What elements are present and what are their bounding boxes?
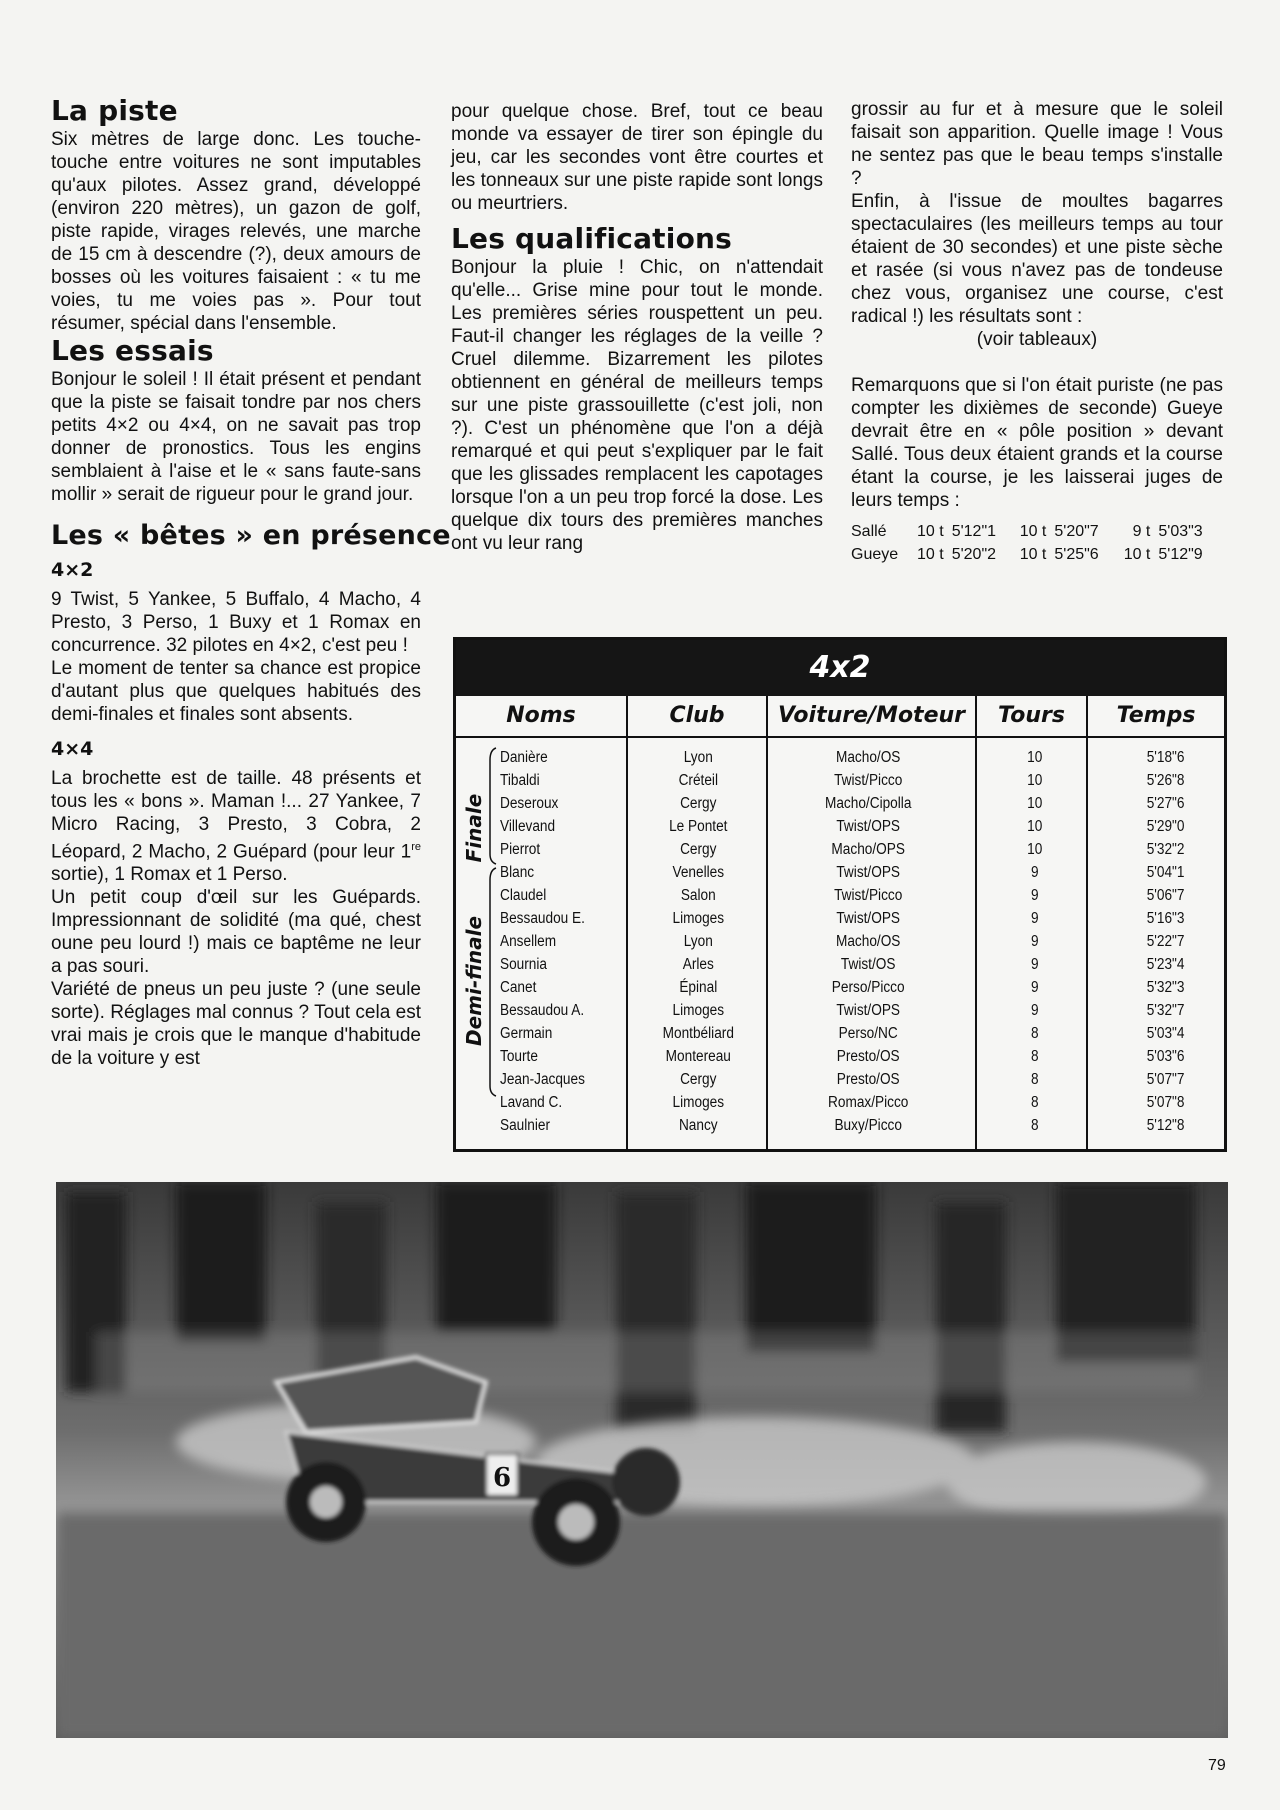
- table-cell-tours: 9: [1030, 979, 1039, 996]
- column-1: [51, 94, 451, 1070]
- table-cell-tours: 8: [1030, 1094, 1039, 1111]
- table-cell-voiture: Presto/OS: [836, 1048, 900, 1065]
- heading-4x4: 4×4: [51, 738, 94, 760]
- table-cell-temps: 5'22"7: [1146, 933, 1185, 950]
- heading-les-qualifications: Les qualifications: [451, 222, 733, 255]
- times-row-gueye: [847, 543, 1207, 566]
- table-cell-nom: Bessaudou E.: [500, 910, 585, 927]
- table-cell-temps: 5'16"3: [1146, 910, 1185, 927]
- table-cell-club: Limoges: [672, 1094, 725, 1111]
- rc-car-photo: [56, 1182, 1228, 1738]
- table-cell-temps: 5'07"7: [1146, 1071, 1185, 1088]
- table-cell-tours: 9: [1030, 956, 1039, 973]
- times-cell: 9 t: [1132, 523, 1151, 540]
- results-table-title: 4x2: [456, 640, 1224, 696]
- heading-les-betes: Les « bêtes » en présence: [51, 520, 451, 551]
- table-cell-nom: Blanc: [500, 864, 535, 881]
- table-cell-nom: Deseroux: [500, 795, 559, 812]
- table-cell-temps: 5'07"8: [1146, 1094, 1185, 1111]
- table-cell-nom: Germain: [500, 1025, 553, 1042]
- table-cell-nom: Tibaldi: [500, 772, 540, 789]
- column-divider: [1086, 736, 1088, 1149]
- table-cell-tours: 8: [1030, 1117, 1039, 1134]
- column-voiture: [778, 746, 958, 1137]
- table-cell-tours: 10: [1027, 795, 1043, 812]
- table-cell-nom: Ansellem: [500, 933, 557, 950]
- table-cell-temps: 5'12"8: [1146, 1117, 1185, 1134]
- table-cell-tours: 9: [1030, 1002, 1039, 1019]
- table-cell-club: Venelles: [672, 864, 725, 881]
- times-cell: 10 t: [1123, 546, 1151, 563]
- table-cell-temps: 5'32"2: [1146, 841, 1185, 858]
- paragraph-les-qualifications: Bonjour la pluie ! Chic, on n'attendait qu'elle... Grise mine pour tout le monde. Les premières séries rouspettent un peu. Faut-il changer les réglages de la veille ? Cruel dilemme. Bizarrement les pilotes obtiennent en général de meilleurs temps sur une piste grassouillette (c'est joli, non ?). C'est un phénomène que l'on a déjà remarqué et qui peut s'expliquer par le fait que les glissades remplacent les capotages lorsque l'on a un peu trop forcé la dose. Les quelque dix tours des premières manches ont vu leur rang: [451, 257, 823, 554]
- group-label-demi-finale: Demi-finale: [462, 915, 486, 1046]
- photo-illustration: [56, 1182, 1228, 1738]
- table-cell-club: Épinal: [679, 979, 718, 996]
- table-cell-voiture: Twist/OS: [840, 956, 896, 973]
- column-temps: [1104, 746, 1227, 1137]
- column-noms: [500, 746, 585, 1137]
- table-cell-club: Limoges: [672, 1002, 725, 1019]
- paragraph-4x2-a: 9 Twist, 5 Yankee, 5 Buffalo, 4 Macho, 4 Presto, 3 Perso, 1 Buxy et 1 Romax en concurrence. 32 pilotes en 4×2, c'est peu !: [51, 589, 421, 656]
- table-cell-club: Salon: [680, 887, 716, 904]
- table-cell-nom: Danière: [500, 749, 548, 766]
- paragraph-4x4-b: Un petit coup d'œil sur les Guépards. Impressionnant de solidité (ma qué, chest oune peu lourd !) mais ce baptême ne leur a pas souri.: [51, 887, 421, 978]
- times-cell: 10 t: [1019, 546, 1047, 563]
- paragraph-4x4-c: Variété de pneus un peu juste ? (une seule sorte). Réglages mal connus ? Tout cela est vrai mais je crois que le manque d'habitude de la voiture y est: [51, 979, 421, 1070]
- table-cell-voiture: Twist/OPS: [836, 910, 901, 927]
- table-cell-temps: 5'26"8: [1146, 772, 1185, 789]
- table-cell-tours: 10: [1027, 818, 1043, 835]
- table-cell-tours: 10: [1027, 841, 1043, 858]
- column-3: [851, 98, 1223, 566]
- table-cell-voiture: Perso/NC: [838, 1025, 898, 1042]
- column-tours: [989, 746, 1081, 1137]
- column-club: [638, 746, 759, 1137]
- table-cell-voiture: Macho/OPS: [831, 841, 905, 858]
- table-cell-club: Le Pontet: [669, 818, 728, 835]
- results-table-4x2: [453, 637, 1227, 1152]
- paragraph-4x4-a-end: sortie), 1 Romax et 1 Perso.: [51, 864, 288, 886]
- times-cell: Sallé: [851, 523, 887, 540]
- table-cell-temps: 5'29"0: [1146, 818, 1185, 835]
- table-cell-tours: 10: [1027, 749, 1043, 766]
- table-cell-nom: Claudel: [500, 887, 547, 904]
- table-cell-club: Cergy: [680, 795, 717, 812]
- table-cell-nom: Saulnier: [500, 1117, 551, 1134]
- results-table-header-row: [456, 696, 1224, 738]
- times-cell: 5'20"7: [1054, 523, 1099, 540]
- table-cell-nom: Pierrot: [500, 841, 541, 858]
- table-cell-club: Cergy: [680, 1071, 717, 1088]
- table-cell-nom: Sournia: [500, 956, 548, 973]
- table-cell-tours: 8: [1030, 1025, 1039, 1042]
- table-cell-tours: 9: [1030, 887, 1039, 904]
- table-cell-temps: 5'03"4: [1146, 1025, 1185, 1042]
- table-cell-temps: 5'32"3: [1146, 979, 1185, 996]
- paragraph-les-essais: Bonjour le soleil ! Il était présent et pendant que la piste se faisait tondre par nos chers petits 4×2 ou 4×4, on ne savait pas trop donner de pronostics. Tous les engins semblaient à l'aise et le « sans faute-sans mollir » serait de rigueur pour le grand jour.: [51, 369, 421, 505]
- table-cell-voiture: Buxy/Picco: [834, 1117, 902, 1134]
- table-cell-nom: Jean-Jacques: [500, 1071, 585, 1088]
- times-cell: 5'20"2: [951, 546, 997, 563]
- table-cell-voiture: Perso/Picco: [831, 979, 905, 996]
- heading-les-essais: Les essais: [51, 334, 214, 367]
- table-cell-voiture: Macho/OS: [835, 749, 901, 766]
- table-cell-nom: Lavand C.: [500, 1094, 563, 1111]
- table-cell-voiture: Twist/Picco: [834, 887, 903, 904]
- paragraph-4x4-a: [51, 767, 421, 886]
- times-cell: 5'12"1: [951, 523, 997, 540]
- table-cell-club: Arles: [682, 956, 714, 973]
- table-cell-club: Créteil: [678, 772, 718, 789]
- table-cell-tours: 9: [1030, 933, 1039, 950]
- header-temps: Temps: [1116, 703, 1196, 728]
- table-cell-tours: 9: [1030, 864, 1039, 881]
- table-cell-tours: 8: [1030, 1071, 1039, 1088]
- table-cell-club: Nancy: [678, 1117, 718, 1134]
- table-cell-tours: 10: [1027, 772, 1043, 789]
- times-comparison-table: [847, 520, 1223, 566]
- paragraph-enfin: Enfin, à l'issue de moultes bagarres spectaculaires (les meilleurs temps au tour étaient de 30 secondes) et une piste sèche et rasée (si vous n'avez pas de tondeuse chez vous, organisez une course, c'est radical !) les résultats sont :: [851, 191, 1223, 327]
- table-cell-club: Cergy: [680, 841, 717, 858]
- heading-la-piste: La piste: [51, 94, 178, 127]
- times-cell: 5'25"6: [1054, 546, 1099, 563]
- table-cell-nom: Canet: [500, 979, 537, 996]
- paragraph-remarquons: Remarquons que si l'on était puriste (ne pas compter les dixièmes de seconde) Gueye devrait être en « pôle position » devant Sallé. Tous deux étaient grands et la course étant la course, je les laisserai juges de leurs temps :: [851, 375, 1223, 511]
- table-cell-nom: Bessaudou A.: [500, 1002, 585, 1019]
- table-cell-temps: 5'06"7: [1146, 887, 1185, 904]
- table-cell-voiture: Twist/OPS: [836, 818, 901, 835]
- superscript-re: re: [411, 841, 421, 853]
- column-divider: [626, 736, 628, 1149]
- times-row-salle: [847, 520, 1207, 543]
- column-divider: [975, 736, 977, 1149]
- page-number: 79: [1208, 1757, 1226, 1774]
- table-cell-tours: 9: [1030, 910, 1039, 927]
- header-noms: Noms: [456, 696, 628, 736]
- table-cell-temps: 5'04"1: [1146, 864, 1185, 881]
- table-cell-voiture: Twist/Picco: [834, 772, 903, 789]
- car-number: 6: [492, 1463, 512, 1493]
- table-cell-nom: Tourte: [500, 1048, 538, 1065]
- table-cell-voiture: Presto/OS: [836, 1071, 900, 1088]
- paragraph-la-piste: Six mètres de large donc. Les touche-touche entre voitures ne sont imputables qu'aux pilotes. Assez grand, développé (environ 220 mètres), un gazon de golf, piste rapide, virages relevés, une marche de 15 cm à descendre (?), deux amours de bosses où les voitures faisaient : « tu me voies, tu me voies pas ». Pour tout résumer, spécial dans l'ensemble.: [51, 129, 421, 334]
- heading-4x2: 4×2: [51, 559, 94, 581]
- table-cell-temps: 5'27"6: [1146, 795, 1185, 812]
- table-cell-club: Montbéliard: [662, 1025, 734, 1042]
- header-tours: Tours: [977, 696, 1088, 736]
- table-cell-temps: 5'32"7: [1146, 1002, 1185, 1019]
- table-cell-club: Lyon: [683, 749, 713, 766]
- table-cell-temps: 5'23"4: [1146, 956, 1185, 973]
- table-cell-temps: 5'03"6: [1146, 1048, 1185, 1065]
- table-cell-club: Montereau: [665, 1048, 731, 1065]
- paragraph-col2-continuation: pour quelque chose. Bref, tout ce beau monde va essayer de tirer son épingle du jeu, car les secondes vont être courtes et les tonneaux sur une piste rapide sont longs ou meurtriers.: [451, 101, 823, 214]
- group-label-finale: Finale: [462, 793, 486, 863]
- voir-tableaux: (voir tableaux): [976, 329, 1098, 350]
- table-cell-club: Lyon: [683, 933, 713, 950]
- times-cell: 10 t: [1019, 523, 1047, 540]
- times-cell: 5'12"9: [1158, 546, 1203, 563]
- table-cell-voiture: Twist/OPS: [836, 1002, 901, 1019]
- times-cell: 5'03"3: [1158, 523, 1203, 540]
- times-cell: 10 t: [917, 523, 944, 540]
- table-cell-voiture: Romax/Picco: [828, 1094, 909, 1111]
- table-cell-temps: 5'18"6: [1146, 749, 1185, 766]
- header-club: Club: [628, 696, 768, 736]
- times-cell: 10 t: [917, 546, 944, 563]
- paragraph-4x2-b: Le moment de tenter sa chance est propice d'autant plus que quelques habitués des demi-finales et finales sont absents.: [51, 658, 421, 725]
- table-cell-voiture: Twist/OPS: [836, 864, 901, 881]
- column-divider: [766, 736, 768, 1149]
- header-voiture-moteur: Voiture/Moteur: [768, 696, 977, 736]
- table-cell-club: Limoges: [672, 910, 725, 927]
- paragraph-4x4-a-text: La brochette est de taille. 48 présents et tous les « bons ». Maman !... 27 Yankee, 7 Micro Racing, 3 Presto, 3 Cobra, 2 Léopard, 2 Macho, 2 Guépard (pour leur 1: [51, 768, 421, 863]
- table-cell-voiture: Macho/Cipolla: [824, 795, 912, 812]
- column-2: [451, 100, 823, 555]
- paragraph-col3-continuation: grossir au fur et à mesure que le soleil faisait son apparition. Quelle image ! Vous ne sentez pas que le beau temps s'installe ?: [851, 99, 1223, 189]
- times-cell: Gueye: [851, 546, 899, 563]
- table-cell-voiture: Macho/OS: [835, 933, 901, 950]
- table-cell-nom: Villevand: [500, 818, 556, 835]
- table-cell-tours: 8: [1030, 1048, 1039, 1065]
